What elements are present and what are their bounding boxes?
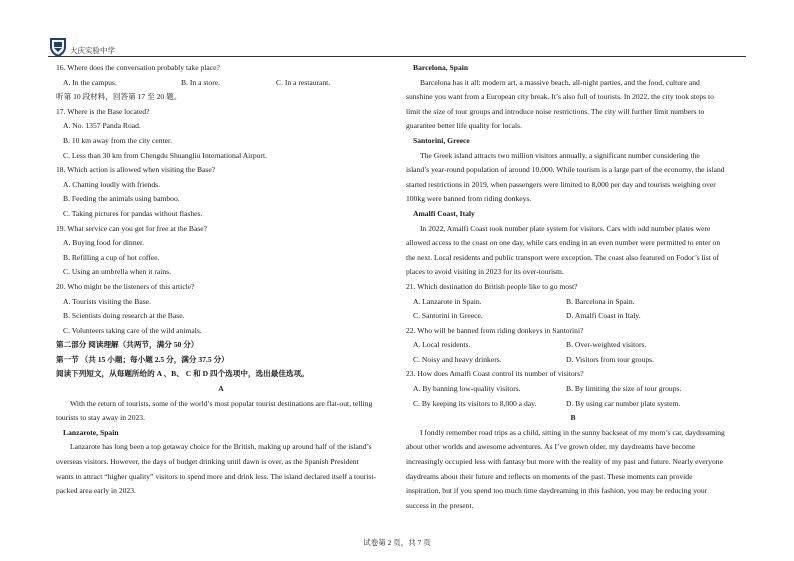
santorini-line-2: island’s year-round population of around 10,000. While tourism is a large part of the economy, the island: [406, 165, 725, 175]
page-footer: 试卷第 2 页，共 7 页: [363, 538, 431, 547]
lanzarote-line-4: packed area early in 2023.: [56, 486, 136, 496]
q16-option-c: C. In a restaurant.: [276, 77, 331, 87]
santorini-title: Santorini, Greece: [413, 135, 470, 145]
q20-option-c: C. Volunteers taking care of the wild animals.: [63, 325, 202, 335]
lanzarote-line-2: overseas visitors. However, the days of budget drinking until dawn is over, as the Spanish President: [56, 457, 359, 467]
school-crest-icon: [48, 36, 68, 58]
q23-options-row-2: [406, 397, 740, 412]
q18-stem: 18. Which action is allowed when visiting the Base?: [56, 165, 216, 175]
passage-b-label: B: [570, 413, 576, 423]
q22-options-row-2: [406, 353, 740, 368]
santorini-line-4: 100kg were banned from riding donkeys.: [406, 194, 532, 204]
q20-option-b: B. Scientists doing research at the Base.: [63, 311, 185, 321]
q16-options: [56, 76, 386, 91]
passage-b-line-3: increasingly occupied less with fantasy but more with the reality of my past and future. Nearly everyone: [406, 457, 723, 467]
q22-options-row-1: [406, 338, 740, 353]
listening-instruction: 听第 10 段材料，回答第 17 至 20 题。: [56, 92, 182, 102]
q21-stem: 21. Which destination do British people like to go most?: [406, 281, 578, 291]
q16-stem: 16. Where does the conversation probably take place?: [56, 63, 220, 72]
passage-b-line-1: I fondly remember road trips as a child, sitting in the sunny backseat of my mom’s car, daydreaming: [420, 427, 725, 437]
q17-option-c: C. Less than 30 km from Chengdu Shuangliu International Airport.: [63, 150, 267, 160]
q21-option-b: B. Barcelona in Spain.: [566, 296, 635, 306]
q20-option-a: A. Tourists visiting the Base.: [63, 296, 151, 306]
passage-b-line-6: success in the present.: [406, 500, 474, 510]
barcelona-line-2: sunshine you want from a European city break. It’s also full of tourists. In 2022, the city took steps to: [406, 92, 714, 102]
q23-option-a: A. By banning low-quality visitors.: [413, 384, 521, 394]
amalfi-line-3: the next. Local residents and public transport were exception. The coast also featured on Fodor’s list of: [406, 252, 720, 262]
q23-stem: 23. How does Amalfi Coast control its number of visitors?: [406, 369, 584, 379]
q21-options-row-1: [406, 295, 740, 310]
q21-option-c: C. Santorini in Greece.: [413, 311, 483, 321]
q17-option-b: B. 10 km away from the city center.: [63, 135, 173, 145]
q21-options-row-2: [406, 309, 740, 324]
q22-option-a: A. Local residents.: [413, 340, 471, 350]
lanzarote-line-3: wants to attract “higher quality” visitors to spend more and drink less. The island declared itself a tourist-: [56, 471, 376, 481]
lanzarote-line-1: Lanzarote has long been a top getaway choice for the British, making up around half of the island’s: [70, 442, 372, 452]
q16-option-a: A. In the campus.: [63, 77, 117, 87]
passage-b-line-2: about other worlds and awesome adventures. As I’ve grown older, my daydreams have become: [406, 442, 696, 452]
q23-options-row-1: [406, 382, 740, 397]
q19-stem: 19. What service can you get for free at the Base?: [56, 223, 208, 233]
header-divider: [48, 56, 746, 57]
section1-instruction: 阅读下列短文，从每题所给的 A 、B、 C 和 D 四个选项中，选出最佳选项。: [56, 369, 309, 379]
passage-b-line-5: inspiration, but if you spend too much time daydreaming in this fashion, you may be reducing your: [406, 486, 708, 496]
santorini-line-3: started restrictions in 2019, when passengers were limited to 8,000 per day and tourists weighing over: [406, 179, 716, 189]
intro-line-1: With the return of tourists, some of the world’s most popular tourist destinations are flat-out, telling: [70, 398, 373, 408]
section1-title: 第一节 （共 15 小题；每小题 2.5 分，满分 37.5 分）: [56, 354, 229, 364]
q21-option-d: D. Amalfi Coast in Italy.: [566, 311, 641, 321]
barcelona-title: Barcelona, Spain: [413, 63, 469, 72]
q19-option-c: C. Using an umbrella when it rains.: [63, 267, 171, 277]
barcelona-line-3: limit the size of tour groups and introduce noise restrictions. The city will further limit numbers to: [406, 106, 705, 116]
q23-option-d: D. By using car number plate system.: [566, 398, 681, 408]
q22-option-c: C. Noisy and heavy drinkers.: [413, 354, 502, 364]
q18-option-a: A. Chatting loudly with friends.: [63, 179, 161, 189]
q16-option-b: B. In a store.: [181, 77, 221, 87]
q18-option-b: B. Feeding the animals using bamboo.: [63, 194, 180, 204]
lanzarote-title: Lanzarote, Spain: [63, 427, 119, 437]
santorini-line-1: The Greek island attracts two million visitors annually, a significant number considering the: [420, 150, 700, 160]
q19-option-a: A. Buying food for dinner.: [63, 238, 144, 248]
amalfi-line-2: allowed access to the coast on one day, while cars ending in an even number were permitted to enter on: [406, 238, 721, 248]
barcelona-line-4: guarantee better life quality for locals.: [406, 121, 522, 131]
q20-stem: 20. Who might be the listeners of this article?: [56, 281, 195, 291]
q22-option-d: D. Visitors from tour groups.: [566, 354, 654, 364]
q22-option-b: B. Over-weighted visitors.: [566, 340, 647, 350]
barcelona-line-1: Barcelona has it all: modern art, a massive beach, all-night parties, and the food, culture and: [420, 77, 700, 87]
intro-line-2: tourists to stay away in 2023.: [56, 413, 146, 423]
q22-stem: 22. Who will be banned from riding donkeys in Santorini?: [406, 325, 584, 335]
left-column: [56, 61, 386, 499]
passage-b-line-4: daydreams about their future and reflects on moments of the past. These moments can provide: [406, 471, 693, 481]
q23-option-b: B. By limiting the size of tour groups.: [566, 384, 682, 394]
amalfi-line-4: places to avoid visiting in 2023 for its over-tourism.: [406, 267, 564, 277]
q19-option-b: B. Refilling a cup of hot coffee.: [63, 252, 160, 262]
amalfi-title: Amalfi Coast, Italy: [413, 208, 475, 218]
school-name: 大庆实验中学: [70, 46, 115, 55]
q17-option-a: A. No. 1357 Panda Road.: [63, 121, 141, 131]
q23-option-c: C. By keeping its visitors to 8,000 a day.: [413, 398, 537, 408]
part2-title: 第二部分 阅读理解（共两节，满分 50 分）: [56, 340, 199, 350]
q17-stem: 17. Where is the Base located?: [56, 106, 150, 116]
q18-option-c: C. Taking pictures for pandas without flashes.: [63, 208, 203, 218]
passage-a-label: A: [218, 384, 224, 394]
page-header: [48, 36, 115, 58]
right-column: [406, 61, 740, 513]
amalfi-line-1: In 2022, Amalfi Coast took number plate system for visitors. Cars with odd number plates were: [420, 223, 711, 233]
q21-option-a: A. Lanzarote in Spain.: [413, 296, 482, 306]
